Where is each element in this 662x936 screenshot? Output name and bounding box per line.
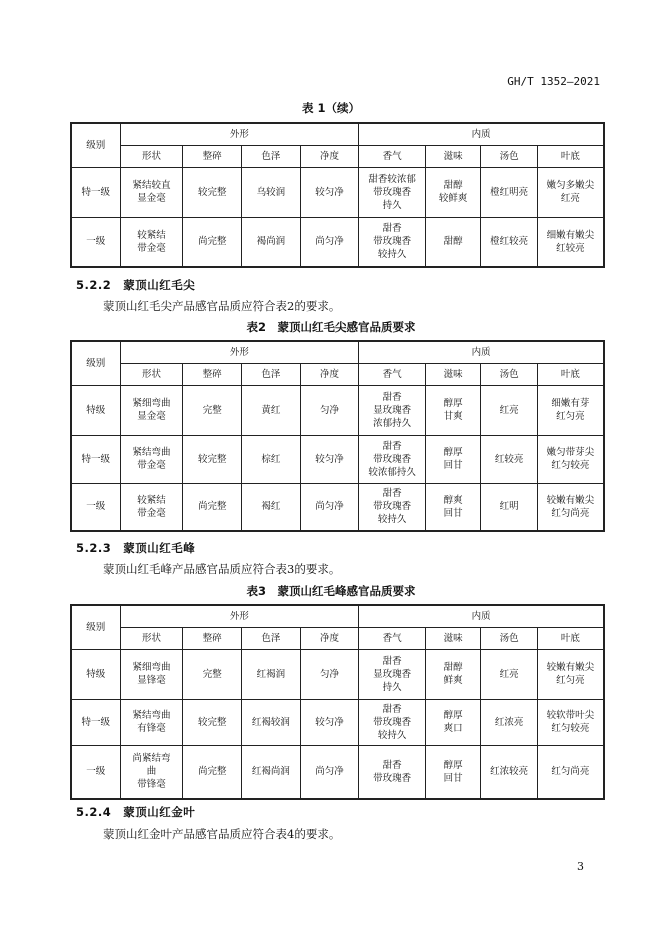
table-cell: 红亮 [481,385,537,435]
intrinsic-header: 内质 [359,605,604,627]
table-cell: 尚完整 [183,483,242,531]
table-cell: 黄红 [242,385,301,435]
table-row [71,217,604,267]
appearance-header: 外形 [120,123,359,145]
table-cell: 甜醇 较鲜爽 [425,167,480,217]
table2 [70,340,605,532]
section-5-2-3-heading: 5.2.3 蒙顶山红毛峰 [76,541,196,555]
column-header: 整碎 [183,145,242,167]
table-cell: 嫩匀多嫩尖 红亮 [537,167,604,217]
grade-header: 级别 [71,605,120,649]
table-cell: 红匀尚亮 [537,745,604,799]
table-cell: 较匀净 [300,167,359,217]
table-cell: 醇爽 回甘 [425,483,480,531]
table-cell: 较软带叶尖 红匀较亮 [537,699,604,745]
table-cell: 紧结弯曲 有锋毫 [120,699,183,745]
column-header: 净度 [300,145,359,167]
standard-code: GH/T 1352—2021 [507,75,600,88]
section-5-2-2-text: 蒙顶山红毛尖产品感官品质应符合表2的要求。 [103,299,341,313]
table-cell: 橙红明亮 [481,167,537,217]
table-cell: 完整 [183,385,242,435]
table-cell: 较紧结 带金毫 [120,483,183,531]
table-cell: 醇厚 回甘 [425,435,480,483]
table-cell: 红明 [481,483,537,531]
column-header: 香气 [359,145,426,167]
table-cell: 红褐较润 [242,699,301,745]
table3 [70,604,605,800]
table-row [71,435,604,483]
section-5-2-4-heading: 5.2.4 蒙顶山红金叶 [76,805,196,819]
table-cell: 醇厚 爽口 [425,699,480,745]
table-cell: 甜醇 [425,217,480,267]
table-cell: 尚匀净 [300,483,359,531]
table-cell: 较嫩有嫩尖 红匀亮 [537,649,604,699]
table-cell: 甜香 显玫瑰香 浓郁持久 [359,385,426,435]
column-header: 形状 [120,145,183,167]
table-cell: 褐尚润 [242,217,301,267]
column-header: 整碎 [183,627,242,649]
table-cell: 较完整 [183,435,242,483]
column-header: 滋味 [425,363,480,385]
column-header: 香气 [359,363,426,385]
table-cell: 甜香较浓郁 带玫瑰香 持久 [359,167,426,217]
column-header: 汤色 [481,363,537,385]
grade-cell: 特级 [71,649,120,699]
column-header: 滋味 [425,627,480,649]
column-header: 叶底 [537,145,604,167]
table-cell: 尚匀净 [300,745,359,799]
table-cell: 紧结较直 显金毫 [120,167,183,217]
table-row [71,385,604,435]
column-header: 滋味 [425,145,480,167]
section-5-2-3-text: 蒙顶山红毛峰产品感官品质应符合表3的要求。 [103,562,341,576]
table-cell: 细嫩有嫩尖 红较亮 [537,217,604,267]
column-header: 叶底 [537,363,604,385]
table3-caption: 表3 蒙顶山红毛峰感官品质要求 [246,584,416,598]
table-cell: 红较亮 [481,435,537,483]
table-row [71,649,604,699]
table-cell: 醇厚 回甘 [425,745,480,799]
table-cell: 较完整 [183,699,242,745]
column-header: 形状 [120,627,183,649]
table-row [71,699,604,745]
table-cell: 尚完整 [183,745,242,799]
appearance-header: 外形 [120,341,359,363]
table-cell: 醇厚 甘爽 [425,385,480,435]
table-cell: 乌较润 [242,167,301,217]
table-cell: 红褐润 [242,649,301,699]
table-cell: 尚完整 [183,217,242,267]
column-header: 色泽 [242,145,301,167]
table-cell: 匀净 [300,385,359,435]
table-cell: 嫩匀带芽尖 红匀较亮 [537,435,604,483]
table-cell: 紧细弯曲 显锋毫 [120,649,183,699]
grade-cell: 特一级 [71,167,120,217]
section-5-2-4-text: 蒙顶山红金叶产品感官品质应符合表4的要求。 [103,827,341,841]
grade-cell: 特一级 [71,435,120,483]
table-cell: 较匀净 [300,699,359,745]
table-cell: 甜香 带玫瑰香 较持久 [359,699,426,745]
table-row [71,745,604,799]
grade-header: 级别 [71,341,120,385]
table-cell: 棕红 [242,435,301,483]
grade-cell: 特级 [71,385,120,435]
table-cell: 褐红 [242,483,301,531]
table1 [70,122,605,268]
table-cell: 红浓亮 [481,699,537,745]
table-cell: 甜香 带玫瑰香 较浓郁持久 [359,435,426,483]
table1-caption: 表 1（续） [301,101,360,115]
section-5-2-2-heading: 5.2.2 蒙顶山红毛尖 [76,278,196,292]
table-cell: 较紧结 带金毫 [120,217,183,267]
column-header: 叶底 [537,627,604,649]
page-number: 3 [577,860,584,873]
intrinsic-header: 内质 [359,123,604,145]
table-cell: 甜香 带玫瑰香 较持久 [359,483,426,531]
grade-cell: 一级 [71,483,120,531]
column-header: 汤色 [481,627,537,649]
table-cell: 甜醇 鲜爽 [425,649,480,699]
column-header: 形状 [120,363,183,385]
table-cell: 甜香 带玫瑰香 [359,745,426,799]
column-header: 色泽 [242,363,301,385]
column-header: 净度 [300,627,359,649]
table-cell: 细嫩有芽 红匀亮 [537,385,604,435]
table-cell: 甜香 带玫瑰香 较持久 [359,217,426,267]
column-header: 色泽 [242,627,301,649]
table-cell: 紧细弯曲 显金毫 [120,385,183,435]
table-cell: 红浓较亮 [481,745,537,799]
grade-cell: 一级 [71,745,120,799]
table-cell: 较嫩有嫩尖 红匀尚亮 [537,483,604,531]
table2-caption: 表2 蒙顶山红毛尖感官品质要求 [246,320,416,334]
column-header: 香气 [359,627,426,649]
table-cell: 尚匀净 [300,217,359,267]
grade-header: 级别 [71,123,120,167]
table-cell: 尚紧结弯 曲 带锋毫 [120,745,183,799]
table-cell: 红褐尚润 [242,745,301,799]
column-header: 整碎 [183,363,242,385]
grade-cell: 一级 [71,217,120,267]
table-cell: 完整 [183,649,242,699]
table-cell: 较匀净 [300,435,359,483]
grade-cell: 特一级 [71,699,120,745]
table-cell: 橙红较亮 [481,217,537,267]
table-cell: 较完整 [183,167,242,217]
table-row [71,483,604,531]
column-header: 汤色 [481,145,537,167]
table-cell: 紧结弯曲 带金毫 [120,435,183,483]
table-cell: 甜香 显玫瑰香 持久 [359,649,426,699]
table-row [71,167,604,217]
table-cell: 匀净 [300,649,359,699]
intrinsic-header: 内质 [359,341,604,363]
column-header: 净度 [300,363,359,385]
table-cell: 红亮 [481,649,537,699]
appearance-header: 外形 [120,605,359,627]
